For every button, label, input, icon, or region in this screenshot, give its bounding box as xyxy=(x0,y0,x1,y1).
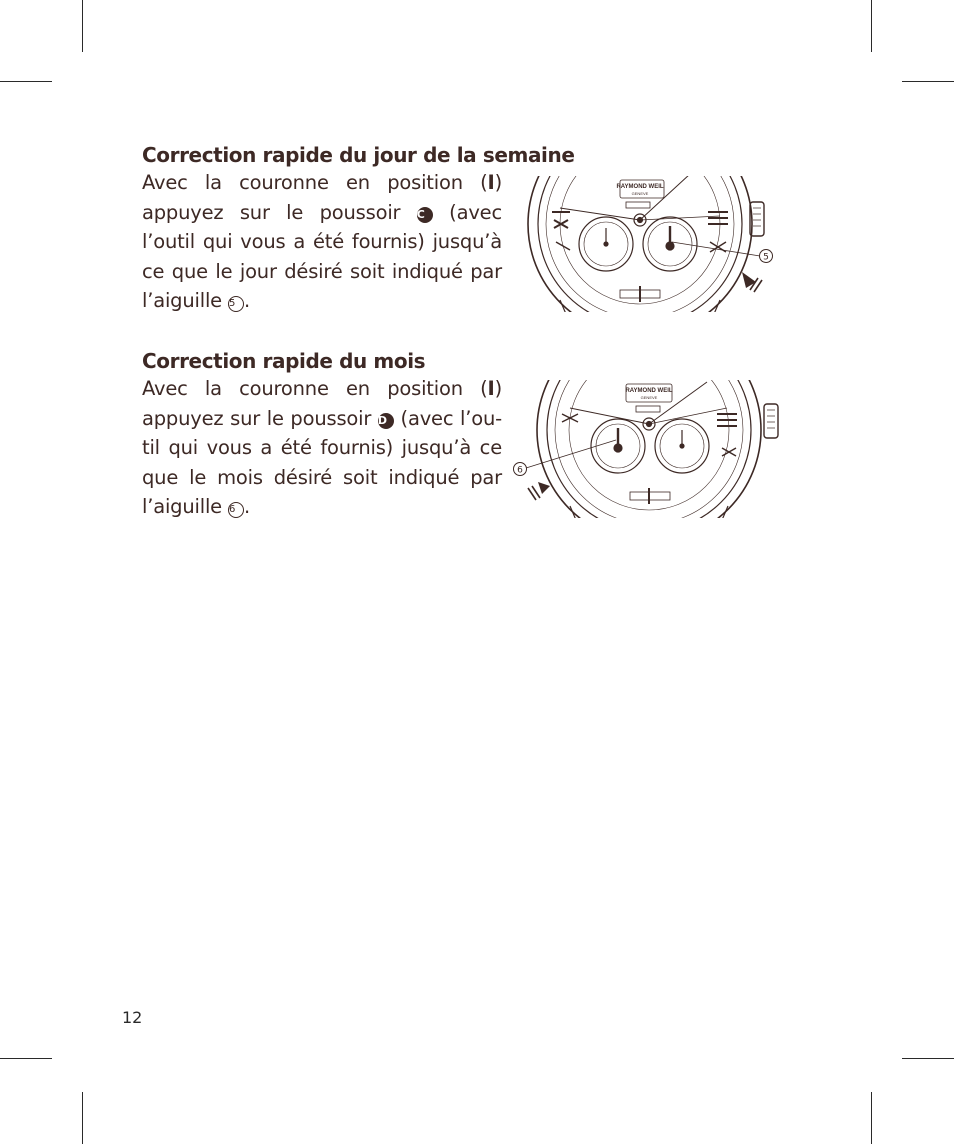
crop-mark-top-right-vertical xyxy=(871,0,872,52)
hand-5-badge: 5 xyxy=(228,296,244,312)
section-heading: Correction rapide du mois xyxy=(142,349,426,373)
watch-subbrand-text: GENEVE xyxy=(631,191,649,196)
text-line: til qui vous a été fournis) jusqu’à ce xyxy=(142,436,502,459)
crop-mark-top-left-horizontal xyxy=(0,81,52,82)
text-line: Avec la couronne en position (I) xyxy=(142,171,502,194)
text-line: l’outil qui vous a été fournis) jusqu’à xyxy=(142,230,502,253)
crop-mark-top-left-vertical xyxy=(82,0,83,52)
watch-brand-text: RAYMOND WEIL xyxy=(625,388,673,394)
crop-mark-bottom-left-horizontal xyxy=(0,1058,52,1059)
pusher-c-badge: C xyxy=(417,207,433,223)
text-line: l’aiguille 6 . xyxy=(142,495,250,518)
text-line: appuyez sur le poussoir C (avec xyxy=(142,200,502,224)
section-heading: Correction rapide du jour de la semaine xyxy=(142,143,575,167)
text-line: que le mois désiré soit indiqué par xyxy=(142,465,502,489)
watch-subbrand-text: GENEVE xyxy=(640,395,658,400)
pusher-d-badge: D xyxy=(378,413,394,429)
crop-mark-bottom-right-horizontal xyxy=(902,1058,954,1059)
crop-mark-top-right-horizontal xyxy=(902,81,954,82)
callout-5-label: 5 xyxy=(763,252,769,263)
hand-6-badge: 6 xyxy=(228,502,244,518)
text-line: Avec la couronne en position (I) xyxy=(142,377,502,400)
watch-illustration-weekday xyxy=(520,172,780,314)
watch-illustration-month xyxy=(512,378,782,520)
text-line: l’aiguille 5 . xyxy=(142,289,250,312)
crop-mark-bottom-right-vertical xyxy=(871,1092,872,1144)
page-number: 12 xyxy=(122,1008,143,1027)
watch-brand-text: RAYMOND WEIL xyxy=(616,184,664,190)
callout-6-label: 6 xyxy=(517,465,523,476)
crop-mark-bottom-left-vertical xyxy=(82,1092,83,1144)
text-line: appuyez sur le poussoir D (avec l’ou- xyxy=(142,406,502,430)
text-line: ce que le jour désiré soit indiqué par xyxy=(142,259,502,283)
instruction-text xyxy=(142,168,502,316)
instruction-text xyxy=(142,374,502,522)
